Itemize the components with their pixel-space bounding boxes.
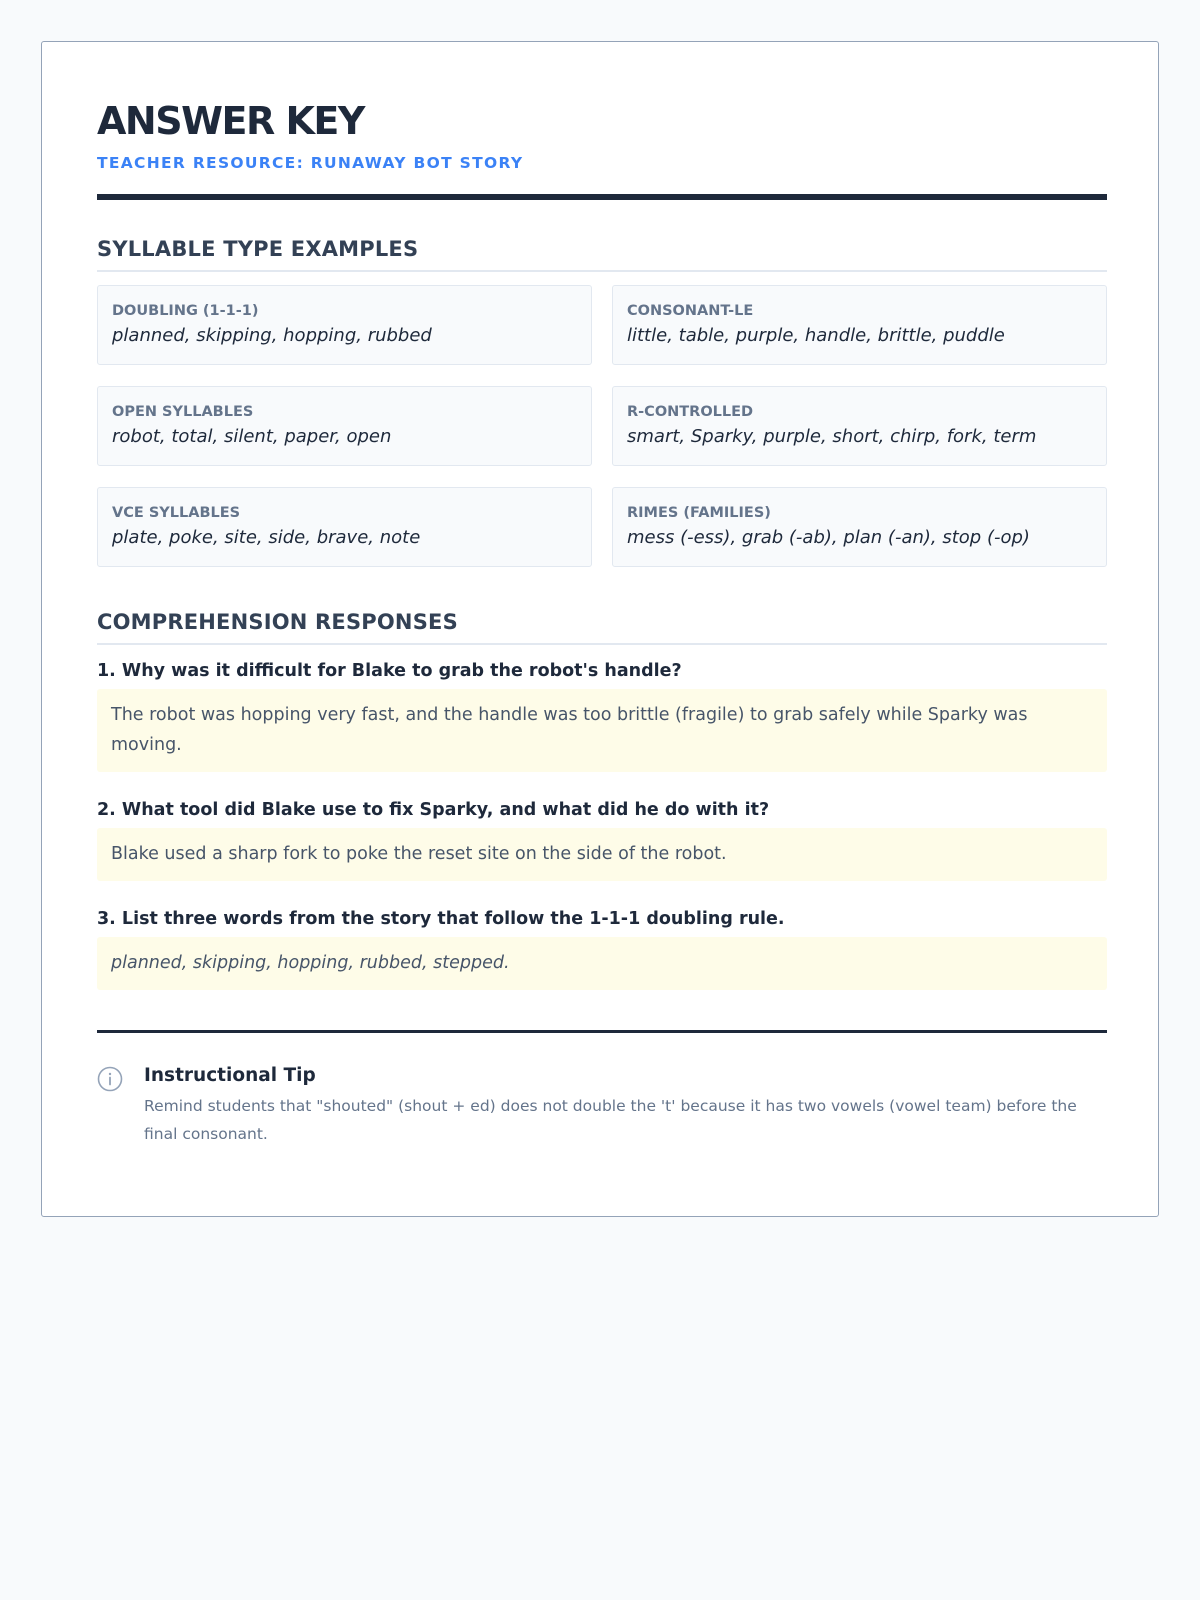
footer-divider <box>97 1030 1107 1033</box>
syllable-card-rimes <box>612 487 1107 567</box>
syllable-card-consonant-le <box>612 285 1107 365</box>
syllable-grid <box>97 285 1107 567</box>
instructional-tip <box>97 1062 1107 1148</box>
question-2: 2. What tool did Blake use to fix Sparky, and what did he do with it? <box>97 800 770 820</box>
syllable-card-label: RIMES (FAMILIES) <box>627 505 771 521</box>
comprehension-section-heading: COMPREHENSION RESPONSES <box>97 607 1107 645</box>
card-content <box>97 98 1107 1148</box>
syllable-section-heading: SYLLABLE TYPE EXAMPLES <box>97 234 1107 272</box>
question-1: 1. Why was it difficult for Blake to grab the robot's handle? <box>97 661 682 681</box>
syllable-card-words: mess (-ess), grab (-ab), plan (-an), stop (-op) <box>627 527 1030 548</box>
syllable-card-r-controlled <box>612 386 1107 466</box>
syllable-card-label: DOUBLING (1-1-1) <box>112 303 259 319</box>
syllable-card-words: planned, skipping, hopping, rubbed <box>112 325 432 346</box>
answer-key-card <box>41 41 1159 1217</box>
syllable-card-doubling <box>97 285 592 365</box>
syllable-card-words: plate, poke, site, side, brave, note <box>112 527 421 548</box>
tip-body <box>144 1062 1107 1148</box>
syllable-card-label: R-CONTROLLED <box>627 404 754 420</box>
answer-1: The robot was hopping very fast, and the handle was too brittle (fragile) to grab safely while Sparky was moving. <box>97 689 1107 772</box>
syllable-card-label: VCE SYLLABLES <box>112 505 241 521</box>
syllable-card-label: CONSONANT-LE <box>627 303 754 319</box>
syllable-card-vce <box>97 487 592 567</box>
answer-2: Blake used a sharp fork to poke the reset site on the side of the robot. <box>97 828 1107 881</box>
syllable-card-open <box>97 386 592 466</box>
question-3: 3. List three words from the story that follow the 1-1-1 doubling rule. <box>97 909 785 929</box>
answer-3: planned, skipping, hopping, rubbed, stepped. <box>97 937 1107 990</box>
syllable-card-words: smart, Sparky, purple, short, chirp, fork, term <box>627 426 1037 447</box>
info-icon <box>97 1066 123 1092</box>
page-title: ANSWER KEY <box>97 99 364 143</box>
syllable-card-words: robot, total, silent, paper, open <box>112 426 392 447</box>
syllable-card-words: little, table, purple, handle, brittle, puddle <box>627 325 1005 346</box>
header-divider <box>97 194 1107 200</box>
tip-title: Instructional Tip <box>144 1065 316 1086</box>
syllable-card-label: OPEN SYLLABLES <box>112 404 254 420</box>
tip-text: Remind students that "shouted" (shout + ed) does not double the 't' because it has two vowels (vowel team) before the final consonant. <box>144 1097 1077 1143</box>
page-subtitle: TEACHER RESOURCE: RUNAWAY BOT STORY <box>97 154 524 172</box>
